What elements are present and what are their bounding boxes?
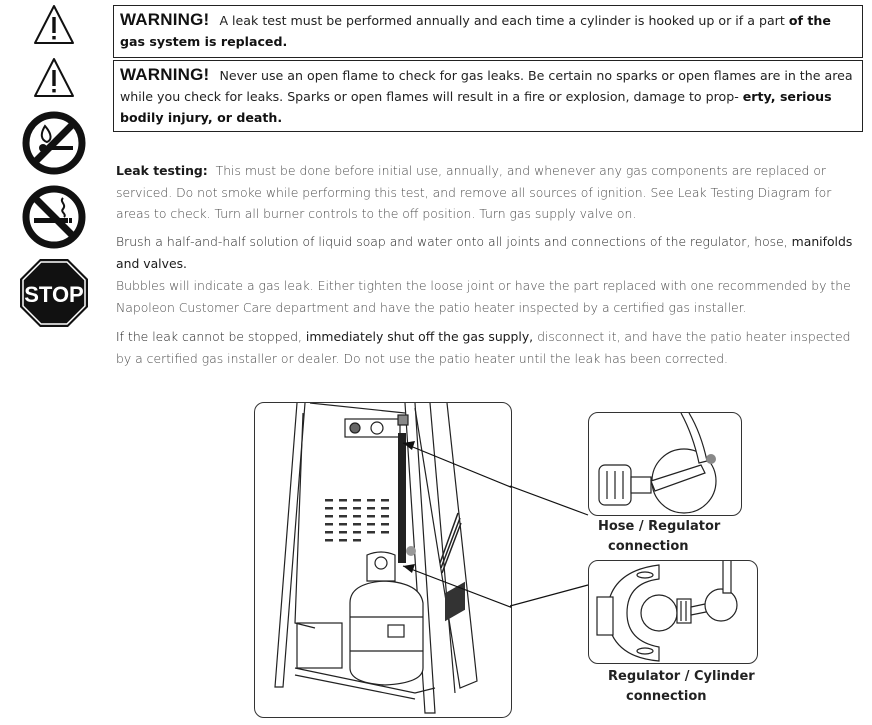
regulator-cylinder-detail — [588, 560, 758, 664]
brush-text: Brush a half-and-half solution of liquid soap and water onto all joints and connections of the regulator, hose, — [116, 234, 788, 249]
caption-line: connection — [608, 539, 689, 554]
patio-heater-illustration — [255, 403, 512, 718]
leak-testing-label: Leak testing: — [116, 163, 208, 178]
pointer-lines — [510, 430, 590, 610]
stop-lead: If the leak cannot be stopped, — [116, 329, 302, 344]
warning-bold-tail: of the gas system is replaced. — [120, 13, 831, 49]
leak-testing-text: This must be done before initial use, annually, and whenever any gas components are replaced or serviced. Do not smoke while performing this test, and remove all sources of ignition. See Leak Testing Diagram for areas to check. Turn all burner controls to the off position. Turn gas supply valve on. — [116, 163, 832, 221]
warning-box-annual-leak-test — [113, 5, 863, 58]
leak-not-stopped-paragraph — [116, 326, 866, 369]
regulator-cylinder-caption — [608, 667, 755, 707]
hose-regulator-caption — [598, 517, 720, 557]
warning-bold-tail: erty, serious bodily injury, or death. — [120, 89, 832, 125]
stop-text: disconnect it, and have the patio heater inspected by a certified gas installer or dealer. Do not use the patio heater until the leak has been corrected. — [116, 329, 851, 366]
brush-bold: manifolds and valves. — [116, 234, 853, 271]
warning-heading: WARNING! — [120, 65, 210, 84]
stop-label: STOP — [24, 282, 84, 307]
caption-line: Regulator / Cylinder — [608, 669, 755, 684]
warning-box-open-flame — [113, 60, 863, 132]
hose-regulator-detail — [588, 412, 742, 516]
bubbles-paragraph — [116, 275, 866, 318]
warning-heading: WARNING! — [120, 10, 210, 29]
no-open-flame-icon — [21, 110, 87, 176]
warning-text: Never use an open flame to check for gas leaks. Be certain no sparks or open flames are in the area while you check for leaks. Sparks or open flames will result in a fire or explosion, damage to prop- — [120, 68, 853, 104]
warning-triangle-icon — [32, 3, 76, 47]
stop-sign-icon — [18, 257, 90, 329]
brush-paragraph — [116, 231, 866, 274]
no-smoking-icon — [21, 184, 87, 250]
caption-line: Hose / Regulator — [598, 519, 721, 534]
leak-testing-paragraph — [116, 160, 866, 225]
warning-triangle-icon — [32, 56, 76, 100]
stop-bold: immediately shut off the gas supply, — [305, 329, 534, 344]
warning-text: A leak test must be performed annually and each time a cylinder is hooked up or if a part — [219, 13, 785, 28]
bubbles-text: Bubbles will indicate a gas leak. Either tighten the loose joint or have the part replaced with one recommended by the Napoleon Customer Care department and have the patio heater inspected by a certified gas installer. — [116, 278, 851, 315]
caption-line: connection — [626, 689, 707, 704]
hose-regulator-illustration — [589, 413, 742, 516]
patio-heater-diagram — [254, 402, 512, 718]
regulator-cylinder-illustration — [589, 561, 758, 664]
